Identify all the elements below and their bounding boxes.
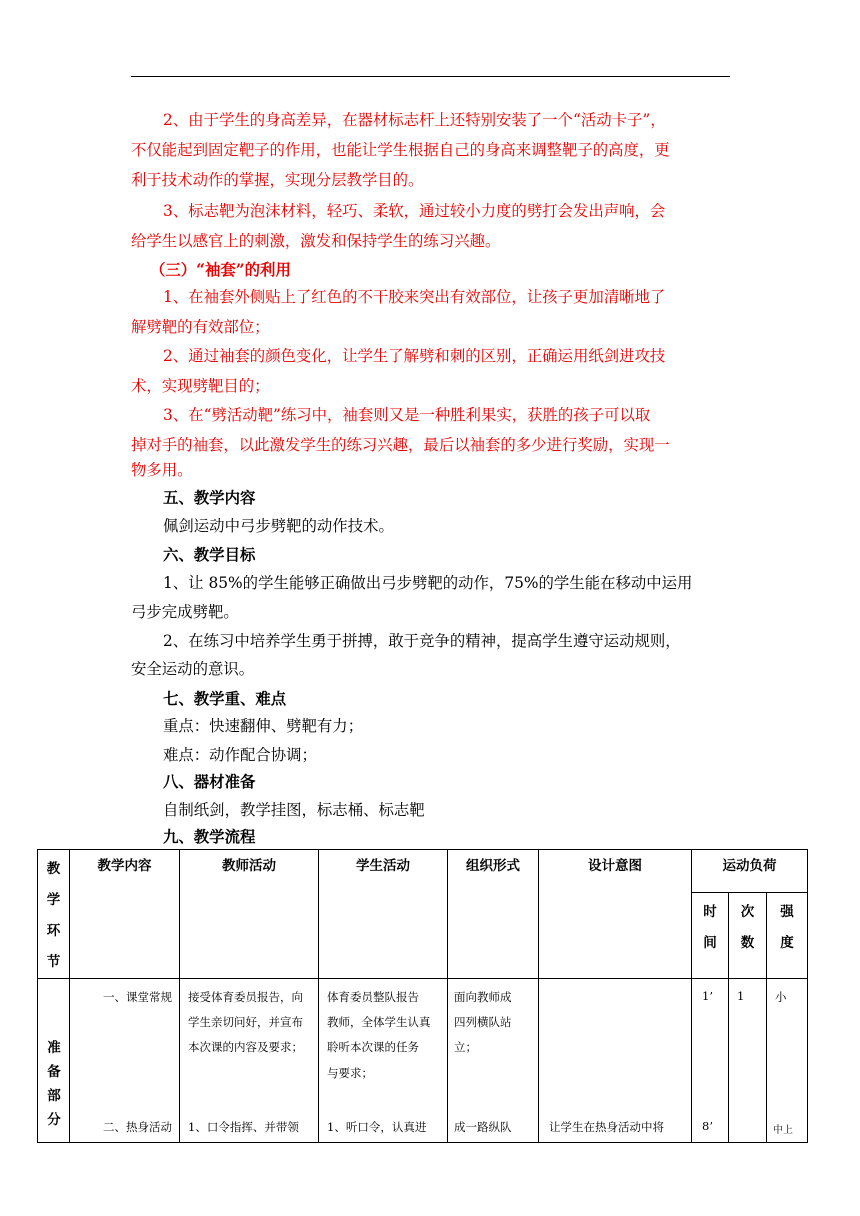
section-body: 难点：动作配合协调； xyxy=(163,746,317,764)
student-cell: 体育委员整队报告 教师，全体学生认真 聆听本次课的任务 与要求； 1、听口令，认真进 xyxy=(319,979,448,1143)
section-title-content: 五、教学内容 xyxy=(163,489,256,507)
count-cell: 1 xyxy=(729,979,767,1143)
para-line: 利于技术动作的掌握，实现分层教学目的。 xyxy=(131,171,424,189)
header-teacher: 教师活动 xyxy=(180,850,319,979)
section-body: 安全运动的意识。 xyxy=(131,660,255,678)
section-body: 弓步完成劈靶。 xyxy=(131,603,239,621)
header-load: 运动负荷 xyxy=(692,850,808,893)
header-count: 次 数 xyxy=(729,893,767,979)
para-line: 掉对手的袖套，以此激发学生的练习兴趣，最后以袖套的多少进行奖励，实现一 xyxy=(131,436,670,454)
para-line: 1、在袖套外侧贴上了红色的不干胶来突出有效部位，让孩子更加清晰地了 xyxy=(163,288,666,306)
header-student: 学生活动 xyxy=(319,850,448,979)
section-title-process: 九、教学流程 xyxy=(163,828,256,846)
para-line: 3、标志靶为泡沫材料，轻巧、柔软，通过较小力度的劈打会发出声响，会 xyxy=(163,202,666,220)
para-line: 物多用。 xyxy=(131,461,193,479)
header-intensity: 强 度 xyxy=(767,893,808,979)
time-cell: 1’ 8’ xyxy=(692,979,729,1143)
para-line: 2、通过袖套的颜色变化，让学生了解劈和刺的区别，正确运用纸剑进攻技 xyxy=(163,347,666,365)
header-content: 教学内容 xyxy=(70,850,180,979)
header-design: 设计意图 xyxy=(539,850,692,979)
section-title-equipment: 八、器材准备 xyxy=(163,773,256,791)
stage-prep: 准 备 部 分 xyxy=(38,979,70,1143)
header-stage: 教 学 环 节 xyxy=(38,850,70,979)
section-title-goals: 六、教学目标 xyxy=(163,546,256,564)
content-cell: 一、课堂常规 二、热身活动 xyxy=(70,979,180,1143)
teacher-cell: 接受体育委员报告，向 学生亲切问好，并宣布 本次课的内容及要求； 1、口令指挥、并带领 xyxy=(180,979,319,1143)
org-cell: 面向教师成 四列横队站 立； 成一路纵队 xyxy=(448,979,539,1143)
para-line: 2、由于学生的身高差异，在器材标志杆上还特别安装了一个“活动卡子”， xyxy=(163,111,666,129)
para-line: 不仅能起到固定靶子的作用，也能让学生根据自己的身高来调整靶子的高度，更 xyxy=(131,141,670,159)
section-body: 1、让 85%的学生能够正确做出弓步劈靶的动作，75%的学生能在移动中运用 xyxy=(163,574,693,592)
header-time: 时 间 xyxy=(692,893,729,979)
para-line: 解劈靶的有效部位； xyxy=(131,318,270,336)
teaching-process-table xyxy=(37,849,808,1143)
para-line: 术，实现劈靶目的； xyxy=(131,377,270,395)
intensity-cell: 小 中上 xyxy=(767,979,808,1143)
para-line: 3、在“劈活动靶”练习中，袖套则又是一种胜利果实，获胜的孩子可以取 xyxy=(163,406,651,424)
section-body: 2、在练习中培养学生勇于拼搏，敢于竞争的精神，提高学生遵守运动规则， xyxy=(163,632,681,650)
header-rule xyxy=(131,76,730,77)
section-body: 重点：快速翻伸、劈靶有力； xyxy=(163,717,364,735)
para-line: 给学生以感官上的刺激，激发和保持学生的练习兴趣。 xyxy=(131,232,501,250)
design-cell: 让学生在热身活动中将 xyxy=(539,979,692,1143)
section-title-keypoints: 七、教学重、难点 xyxy=(163,690,287,708)
section-body: 佩剑运动中弓步劈靶的动作技术。 xyxy=(163,517,394,535)
header-org: 组织形式 xyxy=(448,850,539,979)
section-body: 自制纸剑，教学挂图，标志桶、标志靶 xyxy=(163,801,425,819)
subsection-heading: （三）“袖套”的利用 xyxy=(150,261,291,279)
